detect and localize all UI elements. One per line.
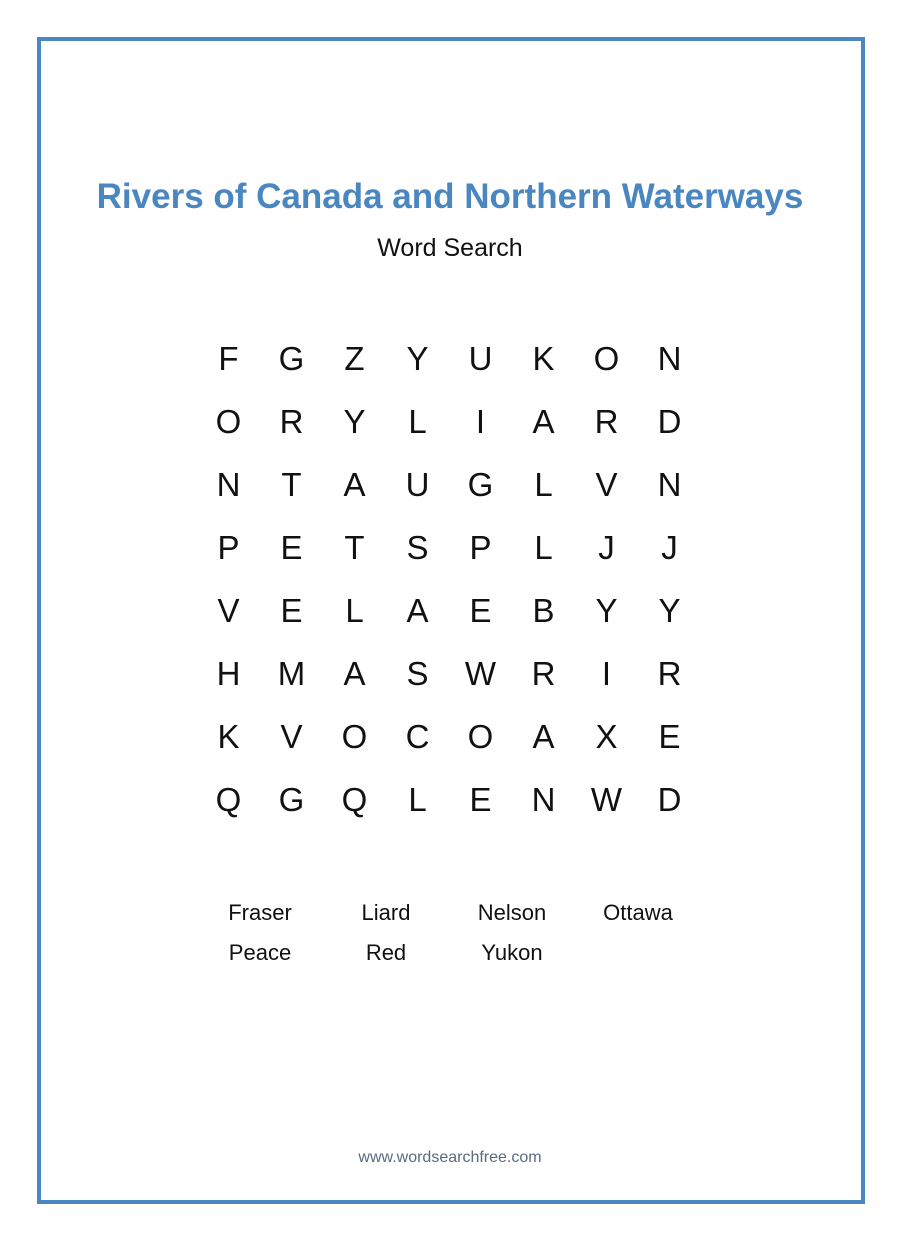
page-subtitle: Word Search <box>377 234 523 262</box>
word-list-item: Yukon <box>481 940 543 965</box>
letter-grid <box>197 327 701 831</box>
grid-letter: I <box>601 654 612 692</box>
grid-letter: A <box>406 591 429 629</box>
grid-letter: E <box>469 780 492 818</box>
grid-letter: U <box>405 465 430 503</box>
grid-letter: L <box>408 402 427 440</box>
footer-url: www.wordsearchfree.com <box>358 1149 542 1166</box>
grid-letter: L <box>534 528 553 566</box>
grid-letter: S <box>406 528 429 566</box>
grid-letter: R <box>594 402 619 440</box>
word-list-item: Red <box>365 940 407 965</box>
grid-letter: Z <box>344 339 365 377</box>
word-list-item: Nelson <box>477 900 547 925</box>
grid-letter: A <box>343 654 366 692</box>
grid-letter: F <box>218 339 239 377</box>
grid-letter: Y <box>406 339 429 377</box>
grid-letter: O <box>341 717 368 755</box>
grid-letter: P <box>217 528 240 566</box>
grid-letter: N <box>657 339 682 377</box>
grid-letter: M <box>277 654 306 692</box>
grid-letter: R <box>657 654 682 692</box>
word-list-item: Fraser <box>228 900 292 925</box>
grid-letter: G <box>278 339 305 377</box>
grid-letter: R <box>279 402 304 440</box>
grid-letter: W <box>464 654 497 692</box>
grid-letter: K <box>532 339 555 377</box>
grid-letter: Y <box>595 591 618 629</box>
grid-letter: U <box>468 339 493 377</box>
word-list-item: Peace <box>228 940 292 965</box>
word-list <box>197 898 701 978</box>
grid-letter: L <box>345 591 364 629</box>
grid-letter: N <box>657 465 682 503</box>
grid-letter: D <box>657 780 682 818</box>
grid-letter: H <box>216 654 241 692</box>
grid-letter: L <box>534 465 553 503</box>
grid-letter: B <box>532 591 555 629</box>
grid-letter: E <box>658 717 681 755</box>
grid-letter: O <box>215 402 242 440</box>
grid-letter: V <box>595 465 618 503</box>
grid-letter: Y <box>658 591 681 629</box>
grid-letter: G <box>467 465 494 503</box>
grid-letter: Q <box>215 780 242 818</box>
grid-letter: V <box>280 717 303 755</box>
grid-letter: E <box>469 591 492 629</box>
grid-letter: T <box>344 528 365 566</box>
grid-letter: I <box>475 402 486 440</box>
grid-letter: J <box>661 528 678 566</box>
grid-letter: G <box>278 780 305 818</box>
grid-letter: D <box>657 402 682 440</box>
grid-letter: A <box>532 402 555 440</box>
grid-letter: T <box>281 465 302 503</box>
grid-letter: W <box>590 780 623 818</box>
grid-letter: O <box>593 339 620 377</box>
page-title: Rivers of Canada and Northern Waterways <box>96 177 804 216</box>
grid-letter: A <box>532 717 555 755</box>
word-list-item: Ottawa <box>603 900 673 925</box>
grid-letter: A <box>343 465 366 503</box>
grid-letter: Q <box>341 780 368 818</box>
grid-letter: J <box>598 528 615 566</box>
grid-letter: Y <box>343 402 366 440</box>
grid-letter: C <box>405 717 430 755</box>
grid-letter: P <box>469 528 492 566</box>
grid-letter: V <box>217 591 240 629</box>
grid-letter: N <box>531 780 556 818</box>
grid-letter: O <box>467 717 494 755</box>
grid-letter: K <box>217 717 240 755</box>
grid-letter: N <box>216 465 241 503</box>
grid-letter: S <box>406 654 429 692</box>
grid-letter: E <box>280 591 303 629</box>
grid-letter: R <box>531 654 556 692</box>
word-list-item: Liard <box>361 900 411 925</box>
grid-letter: E <box>280 528 303 566</box>
grid-letter: L <box>408 780 427 818</box>
grid-letter: X <box>595 717 618 755</box>
